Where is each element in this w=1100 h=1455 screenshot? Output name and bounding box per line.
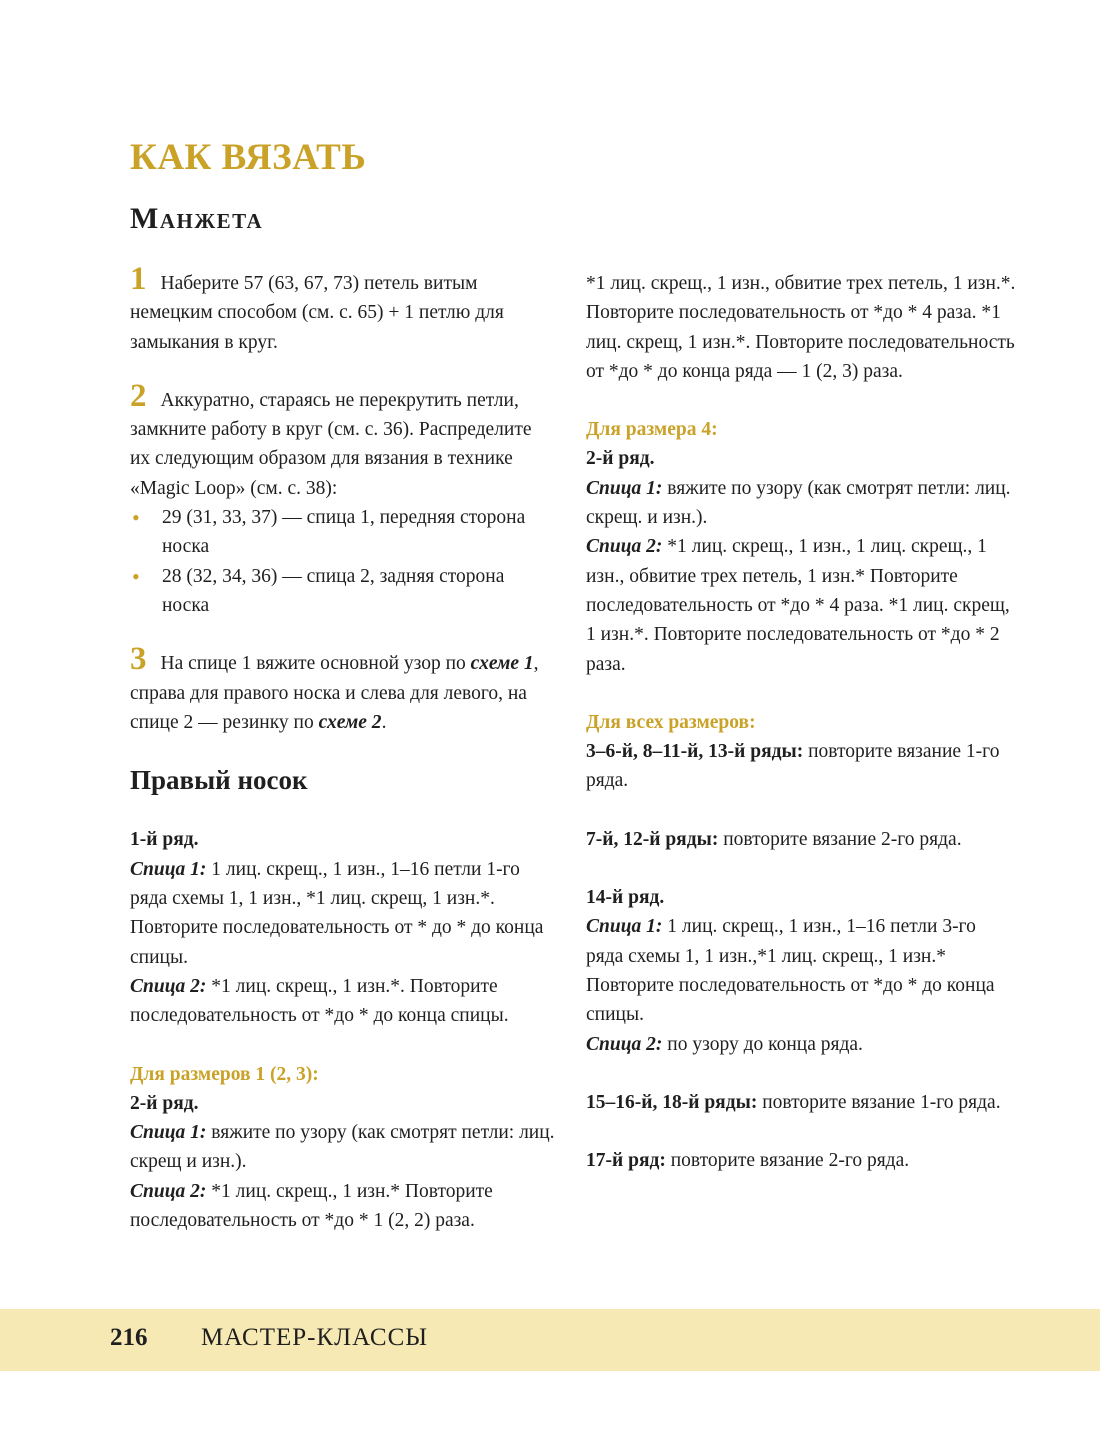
running-head: МАСТЕР-КЛАССЫ <box>201 1324 429 1351</box>
instruction-text: *1 лиц. скрещ., 1 изн.*. Повторите последовательность от *до * до конца спицы. <box>130 975 509 1027</box>
row-instruction <box>586 912 1016 1029</box>
instruction-text: 1 лиц. скрещ., 1 изн., 1–16 петли 1-го ряда схемы 1, 1 изн., *1 лиц. скрещ, 1 изн.*. Повторите последовательность от * до * до конца спицы. <box>130 858 544 968</box>
row-instruction <box>130 1177 555 1236</box>
bullet-item: • 29 (31, 33, 37) — спица 1, передняя сторона носка <box>130 503 555 562</box>
bullet-list <box>130 503 555 620</box>
continuation-text: *1 лиц. скрещ., 1 изн., обвитие трех петель, 1 изн.*. Повторите последовательность от *до * 4 раза. *1 лиц. скрещ, 1 изн.*. Повторите последовательность от *до * до конца ряда — 1 (2, 3) раза. <box>586 273 1016 382</box>
step-2 <box>130 377 555 620</box>
instruction-text: *1 лиц. скрещ., 1 изн.* Повторите последовательность от *до * 1 (2, 2) раза. <box>130 1180 493 1232</box>
step-number: 1 <box>130 261 147 297</box>
step-text: Наберите 57 (63, 67, 73) петель витым немецким способом (см. с. 65) + 1 петлю для замыкания в круг. <box>130 273 504 353</box>
needle-label: Спица 1: <box>586 477 663 499</box>
row-instruction <box>586 532 1016 678</box>
page-number: 216 <box>110 1324 148 1351</box>
needle-label: Спица 1: <box>130 858 207 880</box>
step-text: . <box>381 711 387 733</box>
instruction-text: по узору до конца ряда. <box>667 1033 863 1055</box>
step-number: 2 <box>130 377 147 414</box>
size-label: Для размеров 1 (2, 3): <box>130 1063 319 1085</box>
row-instruction <box>586 474 1016 533</box>
scheme-ref: схеме 1 <box>470 653 534 675</box>
row-instruction <box>586 737 1016 796</box>
step-number: 3 <box>130 641 147 678</box>
row-title: 2-й ряд. <box>586 448 655 470</box>
page-title: КАК ВЯЗАТЬ <box>130 137 367 178</box>
bullet-item: • 28 (32, 34, 36) — спица 2, задняя сторона носка <box>130 562 555 621</box>
scheme-ref: схеме 2 <box>318 711 382 733</box>
row-instruction <box>130 855 555 972</box>
needle-label: Спица 2: <box>586 536 663 558</box>
size-label: Для размера 4: <box>586 419 718 441</box>
row-instruction <box>130 972 555 1031</box>
row-title: 14-й ряд. <box>586 887 665 909</box>
step-text: Аккуратно, стараясь не перекрутить петли, замкните работу в круг (см. с. 36). Распределите их следующим образом для вязания в технике «Magic Loop» (см. с. 38): <box>130 389 532 499</box>
instruction-text: повторите вязание 2-го ряда. <box>723 828 962 850</box>
step-3 <box>130 641 555 737</box>
size-label: Для всех размеров: <box>586 711 756 733</box>
section-title: Манжета <box>130 202 264 235</box>
step-text: , справа для правого носка и слева для левого, на спице 2 — резинку по <box>130 653 539 733</box>
row-instruction <box>586 1088 1016 1117</box>
row-title: 17-й ряд: <box>586 1150 666 1172</box>
subhead-right-sock: Правый носок <box>130 765 308 796</box>
needle-label: Спица 2: <box>130 975 207 997</box>
instruction-text: вяжите по узору (как смотрят петли: лиц. скрещ и изн.). <box>130 1122 555 1173</box>
needle-label: Спица 1: <box>130 1122 207 1144</box>
footer-band <box>0 1309 1100 1371</box>
instruction-text: повторите вязание 1-го ряда. <box>586 741 1000 792</box>
row-instruction <box>586 825 1016 854</box>
row-title: 1-й ряд. <box>130 829 199 851</box>
needle-label: Спица 1: <box>586 916 663 938</box>
row-title: 3–6-й, 8–11-й, 13-й ряды: <box>586 741 804 763</box>
instruction-text: *1 лиц. скрещ., 1 изн., 1 лиц. скрещ., 1 изн., обвитие трех петель, 1 изн.* Повторите последовательность от *до * 4 раза. *1 лиц. скрещ, 1 изн.*. Повторите последовательность от *до * 2 раза. <box>586 536 1010 675</box>
needle-label: Спица 2: <box>586 1033 663 1055</box>
row-title: 15–16-й, 18-й ряды: <box>586 1091 758 1113</box>
instruction-text: повторите вязание 1-го ряда. <box>762 1091 1001 1113</box>
instruction-text: 1 лиц. скрещ., 1 изн., 1–16 петли 3-го ряда схемы 1, 1 изн.,*1 лиц. скрещ., 1 изн.* Повторите последовательность от *до * до конца спицы. <box>586 916 995 1026</box>
instruction-text: вяжите по узору (как смотрят петли: лиц. скрещ. и изн.). <box>586 477 1011 529</box>
instruction-text: повторите вязание 2-го ряда. <box>670 1150 910 1172</box>
row-instruction <box>586 1030 1016 1059</box>
needle-label: Спица 2: <box>130 1180 207 1202</box>
right-column <box>586 269 1016 1175</box>
row-instruction <box>586 1146 1016 1175</box>
row-title: 7-й, 12-й ряды: <box>586 828 719 850</box>
row-instruction <box>130 1118 555 1177</box>
step-text: На спице 1 вяжите основной узор по <box>160 653 466 675</box>
left-column <box>130 261 555 1235</box>
row-title: 2-й ряд. <box>130 1092 199 1114</box>
step-1 <box>130 261 555 357</box>
